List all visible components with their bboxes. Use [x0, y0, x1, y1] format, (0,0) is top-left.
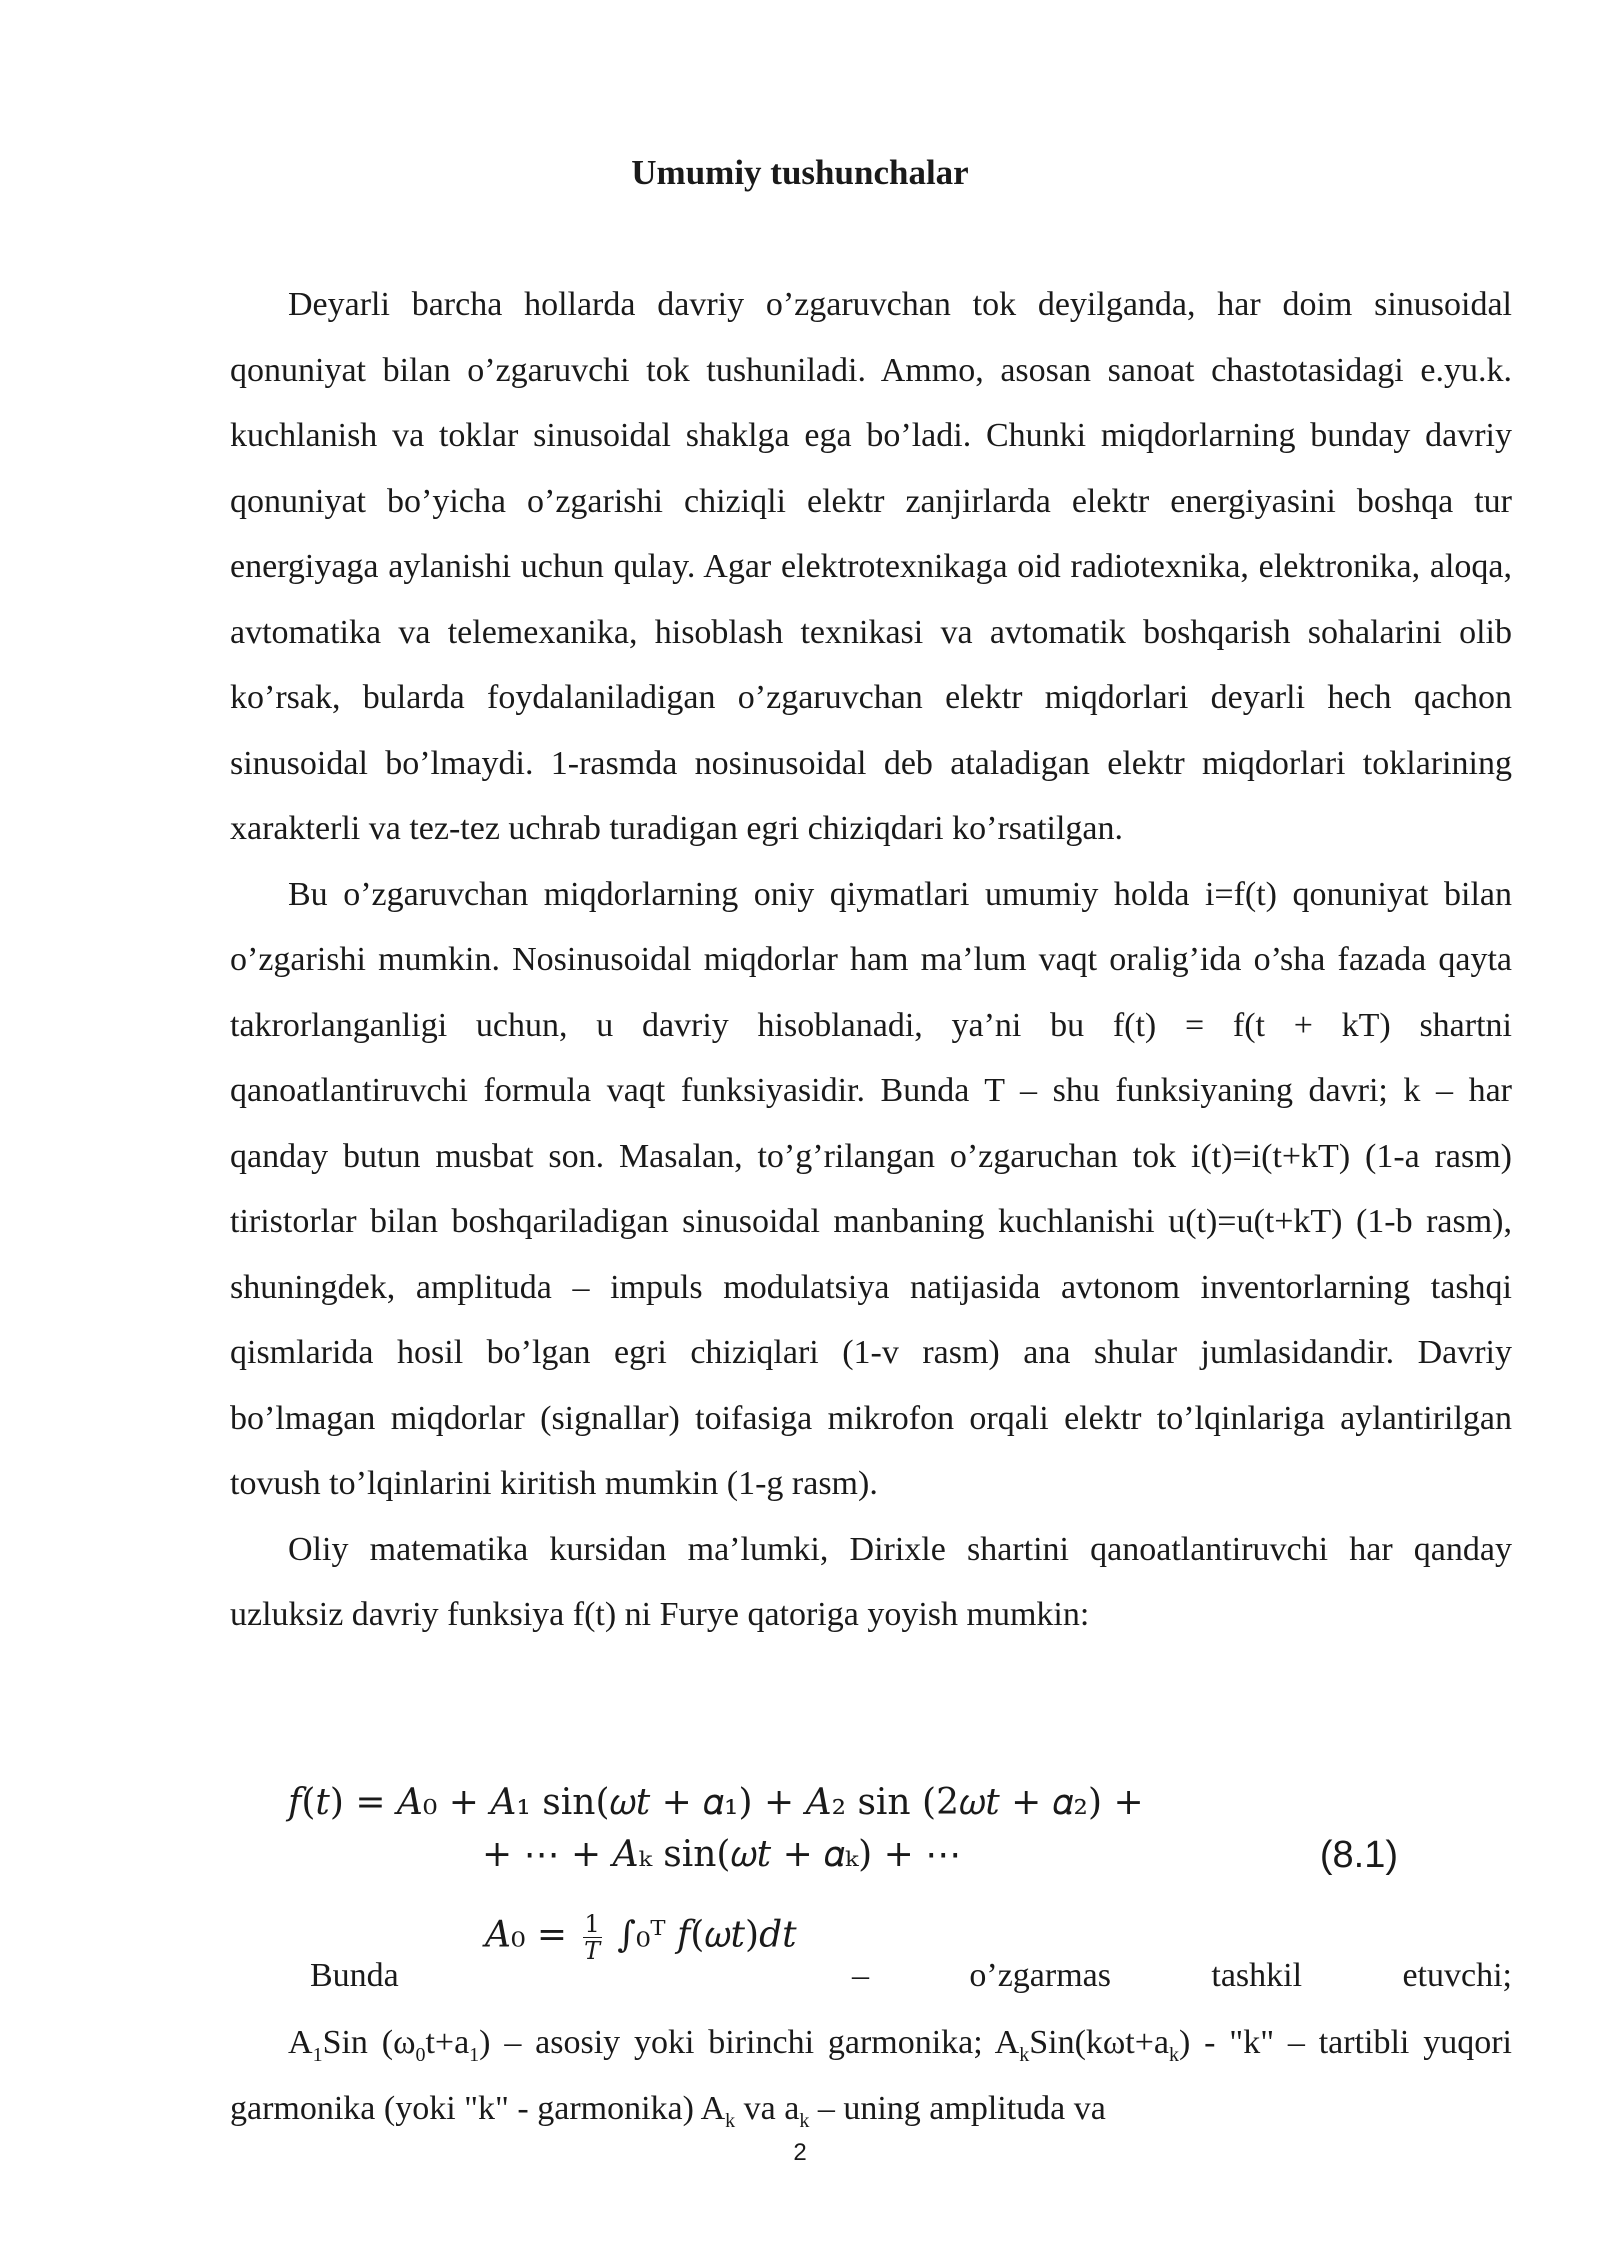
paragraph-2: Bu o’zgaruvchan miqdorlarning oniy qiymatlari umumiy holda i=f(t) qonuniyat bilan o’zgarishi mumkin. Nosinusoidal miqdorlar ham ma’lum vaqt oralig’ida o’sha fazada qayta takrorlanganligi uchun, u davriy hisoblanadi, ya’ni bu f(t) = f(t + kT) shartni qanoatlantiruvchi formula vaqt funksiyasidir. Bunda T – shu funksiyaning davri; k – har qanday butun musbat son. Masalan, to’g’rilangan o’zgaruchan tok i(t)=i(t+kT) (1-a rasm) tiristorlar bilan boshqariladigan sinusoidal manbaning kuchlanishi u(t)=u(t+kT) (1-b rasm), shuningdek, amplituda – impuls modulatsiya natijasida avtonom inventorlarning tashqi qismlarida hosil bo’lgan egri chiziqlari (1-v rasm) ana shular jumlasidandir. Davriy bo’lmagan miqdorlar (signallar) toifasiga mikrofon orqali elektr to’lqinlariga aylantirilgan tovush to’lqinlarini kiritish mumkin (1-g rasm). [230, 875, 1512, 1502]
sub-k4: k [799, 2109, 810, 2132]
paragraph-1: Deyarli barcha hollarda davriy o’zgaruvchan tok deyilganda, har doim sinusoidal qonuniyat bilan o’zgaruvchi tok tushuniladi. Ammo, asosan sanoat chastotasidagi e.yu.k. kuchlanish va toklar sinusoidal shaklga ega bo’ladi. Chunki miqdorlarning bunday davriy qonuniyat bo’yicha o’zgarishi chiziqli elektr zanjirlarda elektr energiyasini boshqa tur energiyaga aylanishi uchun qulay. Agar elektrotexnikaga oid radiotexnika, elektronika, aloqa, avtomatika va telemexanika, hisoblash texnikasi va avtomatik boshqarish sohalarini olib ko’rsak, bularda foydalaniladigan o’zgaruvchan elektr miqdorlari deyarli hech qachon sinusoidal bo’lmaydi. 1-rasmda nosinusoidal deb ataladigan elektr miqdorlari toklarining xarakterli va tez-tez uchrab turadigan egri chiziqdari ko’rsatilgan. [230, 286, 1512, 847]
fraction-numerator: 1 [584, 1910, 600, 1938]
paragraph-3: Oliy matematika kursidan ma’lumki, Dirixle shartini qanoatlantiruvchi har qanday uzluksiz davriy funksiya f(t) ni Furye qatoriga yoyish mumkin: [230, 1530, 1512, 1633]
sub-k: k [1019, 2043, 1030, 2066]
body-text-lower [230, 2010, 1512, 2141]
bunda-word-ozgarmas: o’zgarmas [969, 1957, 1111, 1994]
harmonic-a1: A [288, 2024, 313, 2061]
a0-left: 𝐴₀ = [485, 1914, 568, 1956]
sub-k3: k [725, 2109, 736, 2132]
harmonic-desc-1: ) – asosiy yoki birinchi garmonika; A [479, 2024, 1020, 2061]
harmonic-va: va a [735, 2089, 800, 2127]
formula-line-2: + ⋯ + 𝐴ₖ sin(𝜔𝑡 + 𝛼ₖ) + ⋯ [482, 1834, 962, 1875]
body-text-upper [230, 272, 1512, 1648]
bunda-dash: – [852, 1957, 869, 1994]
a0-formula [485, 1911, 797, 1964]
harmonic-desc-3: – uning amplituda va [809, 2089, 1106, 2127]
page-title: Umumiy tushunchalar [631, 153, 969, 192]
constant-component-row [230, 1911, 1512, 2021]
sub-k2: k [1169, 2043, 1179, 2066]
bunda-word-etuvchi: etuvchi; [1402, 1957, 1512, 1994]
harmonics-paragraph [230, 2010, 1512, 2141]
sub-1b: 1 [469, 2043, 480, 2066]
harmonic-t-plus-a: t+a [425, 2024, 470, 2061]
bunda-word: Bunda [310, 1957, 399, 1994]
sub-0: 0 [415, 2043, 426, 2066]
sub-1: 1 [312, 2043, 323, 2066]
harmonic-desc-2: ) - "k" – tartibli yuqori garmonika (yoki "k" - garmonika) A [230, 2024, 1512, 2127]
fraction [583, 1911, 602, 1964]
bunda-description [852, 1956, 1512, 1996]
formula-line-1: 𝑓(𝑡) = 𝐴₀ + 𝐴₁ sin(𝜔𝑡 + 𝛼₁) + 𝐴₂ sin (2𝜔𝑡 + 𝛼₂) + [288, 1782, 1144, 1823]
integral-expression: ∫₀ᵀ 𝑓(𝜔𝑡)𝑑𝑡 [617, 1914, 797, 1956]
harmonic-sin-k: Sin(kωt+a [1029, 2024, 1169, 2061]
harmonic-sin1: Sin (ω [322, 2024, 416, 2061]
fraction-denominator: 𝑇 [584, 1937, 601, 1965]
page-number: 2 [793, 2139, 807, 2166]
formula-number: (8.1) [1319, 1834, 1398, 1876]
bunda-word-tashkil: tashkil [1211, 1957, 1303, 1994]
